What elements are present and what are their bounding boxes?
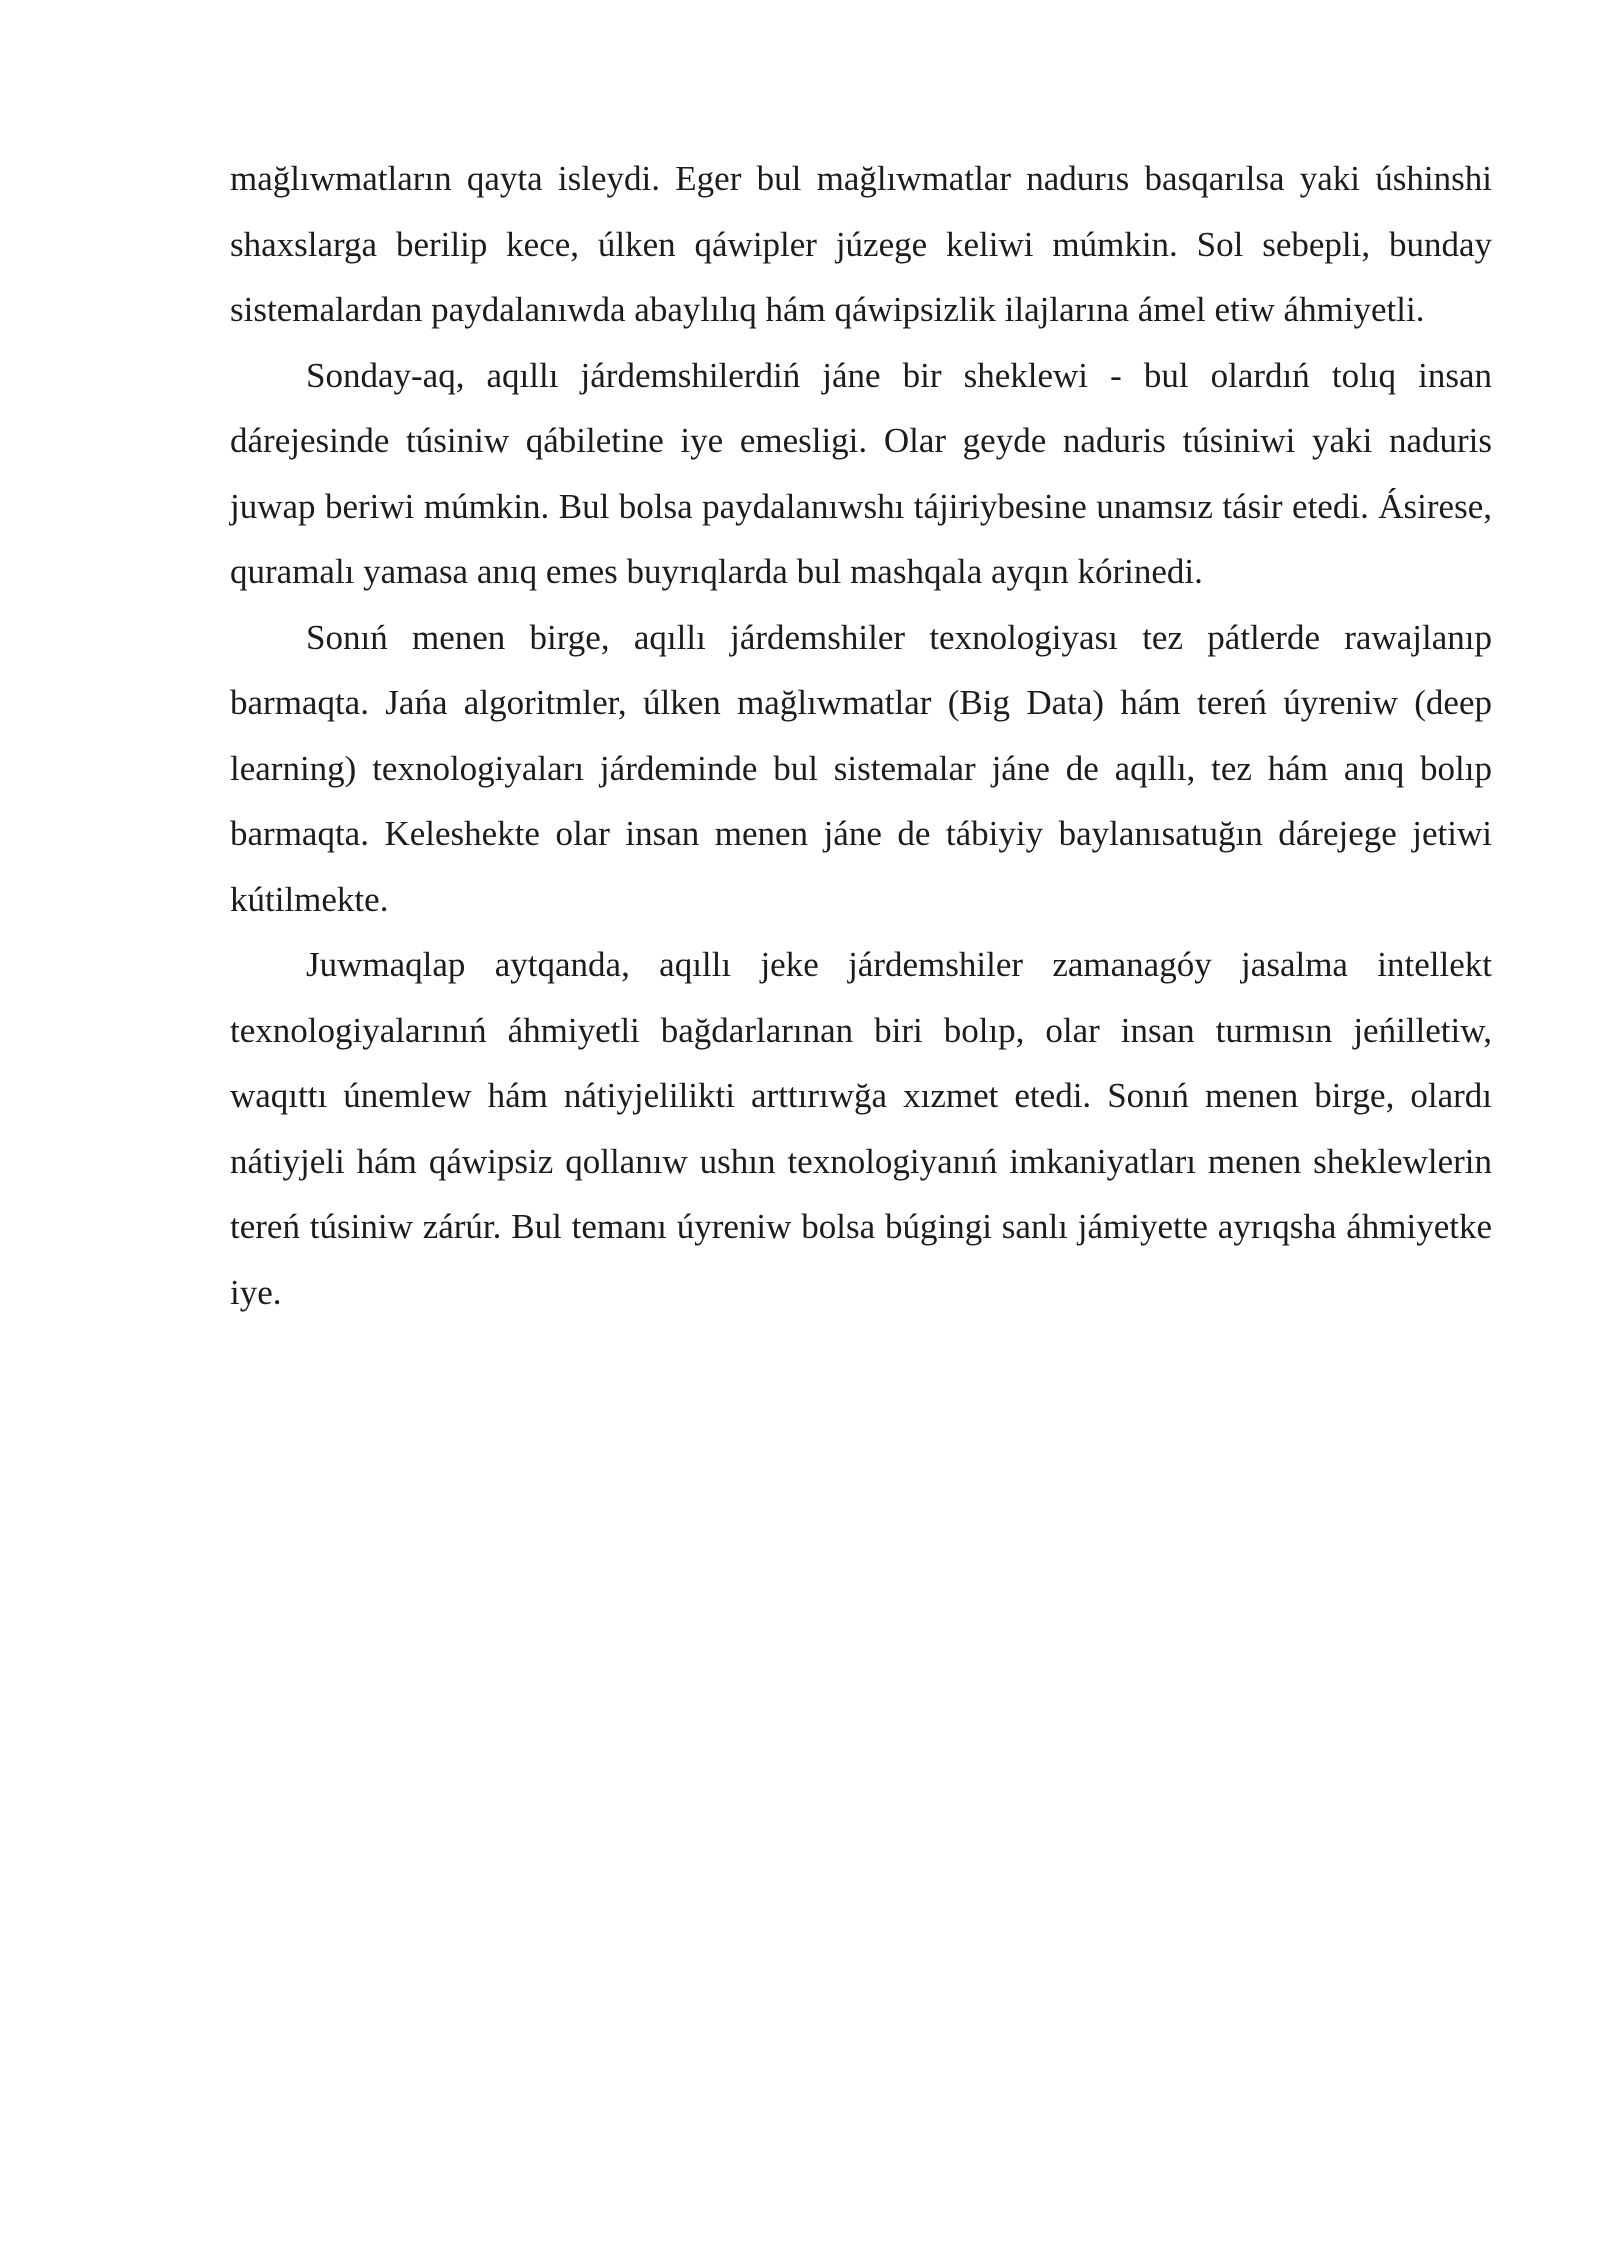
body-text — [230, 146, 1492, 1325]
paragraph: Sonday-aq, aqıllı járdemshilerdiń jáne bir sheklewi - bul olardıń tolıq insan dárejesinde túsiniw qábiletine iye emesligi. Olar geyde naduris túsiniwi yaki naduris juwap beriwi múmkin. Bul bolsa paydalanıwshı tájiriybesine unamsız tásir etedi. Ásirese, quramalı yamasa anıq emes buyrıqlarda bul mashqala ayqın kórinedi. — [230, 355, 1492, 591]
paragraph-continuation: mağlıwmatların qayta isleydi. Eger bul mağlıwmatlar nadurıs basqarılsa yaki úshinshi shaxslarga berilip kece, úlken qáwipler júzege keliwi múmkin. Sol sebepli, bunday sistemalardan paydalanıwda abaylılıq hám qáwipsizlik ilajlarına ámel etiw áhmiyetli. — [230, 159, 1492, 329]
paragraph: Sonıń menen birge, aqıllı járdemshiler texnologiyası tez pátlerde rawajlanıp barmaqta. Jańa algoritmler, úlken mağlıwmatlar (Big Data) hám tereń úyreniw (deep learning) texnologiyaları járdeminde bul sistemalar jáne de aqıllı, tez hám anıq bolıp barmaqta. Keleshekte olar insan menen jáne de tábiyiy baylanısatuğın dárejege jetiwi kútilmekte. — [230, 617, 1492, 919]
paragraph-conclusion: Juwmaqlap aytqanda, aqıllı jeke járdemshiler zamanagóy jasalma intellekt texnologiyalarınıń áhmiyetli bağdarlarınan biri bolıp, olar insan turmısın jeńilletiw, waqıttı únemlew hám nátiyjelilikti arttırıwğa xızmet etedi. Sonıń menen birge, olardı nátiyjeli hám qáwipsiz qollanıw ushın texnologiyanıń imkaniyatları menen sheklewlerin tereń túsiniw zárúr. Bul temanı úyreniw bolsa búgingi sanlı jámiyette ayrıqsha áhmiyetke iye. — [230, 945, 1492, 1312]
